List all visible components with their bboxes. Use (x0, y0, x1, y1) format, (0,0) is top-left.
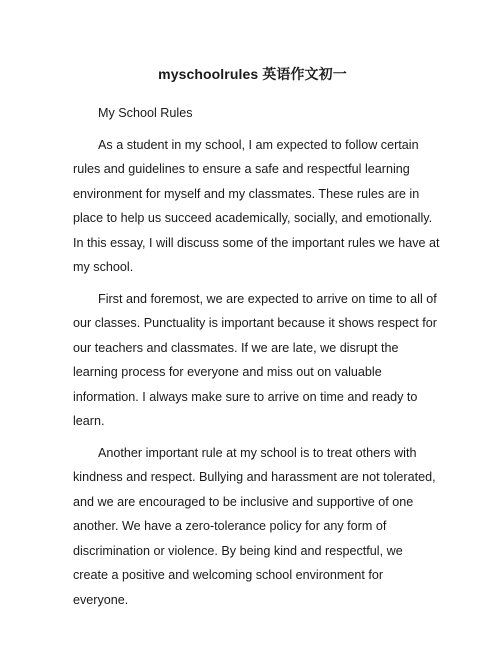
essay-paragraph (73, 133, 440, 280)
document-title: myschoolrules 英语作文初一 (158, 66, 347, 82)
text-line: my school. (73, 260, 134, 274)
text-line: As a student in my school, I am expected to follow certain (98, 137, 419, 152)
text-line: and we are encouraged to be inclusive and supportive of one (73, 494, 414, 509)
text-line: create a positive and welcoming school environment for (73, 568, 384, 582)
text-line: In this essay, I will discuss some of the important rules we have at (73, 235, 440, 250)
text-line: place to help us succeed academically, socially, and emotionally. (73, 211, 433, 225)
text-line: Another important rule at my school is to treat others with (98, 445, 417, 460)
paragraph-spacer (73, 126, 432, 133)
text-line: our classes. Punctuality is important because it shows respect for (73, 316, 437, 330)
text-line: First and foremost, we are expected to arrive on time to all of (98, 291, 437, 306)
text-line: rules and guidelines to ensure a safe and respectful learning (73, 162, 410, 176)
paragraph-spacer (73, 280, 432, 287)
text-line: discrimination or violence. By being kind and respectful, we (73, 543, 403, 558)
paragraph-spacer (73, 434, 432, 441)
text-line: our teachers and classmates. If we are late, we disrupt the (73, 340, 399, 355)
document-body (73, 101, 440, 612)
essay-paragraph (73, 441, 436, 613)
text-line: information. I always make sure to arrive on time and ready to (73, 389, 418, 404)
text-line: kindness and respect. Bullying and harassment are not tolerated, (73, 470, 436, 484)
text-line: learning process for everyone and miss out on valuable (73, 365, 382, 379)
text-line: environment for myself and my classmates. These rules are in (73, 186, 420, 201)
text-line: My School Rules (98, 106, 193, 120)
essay-heading (73, 101, 432, 126)
text-line: another. We have a zero-tolerance policy for any form of (73, 519, 387, 533)
text-line: learn. (73, 414, 105, 428)
essay-paragraph (73, 287, 437, 434)
text-line: everyone. (73, 592, 129, 607)
